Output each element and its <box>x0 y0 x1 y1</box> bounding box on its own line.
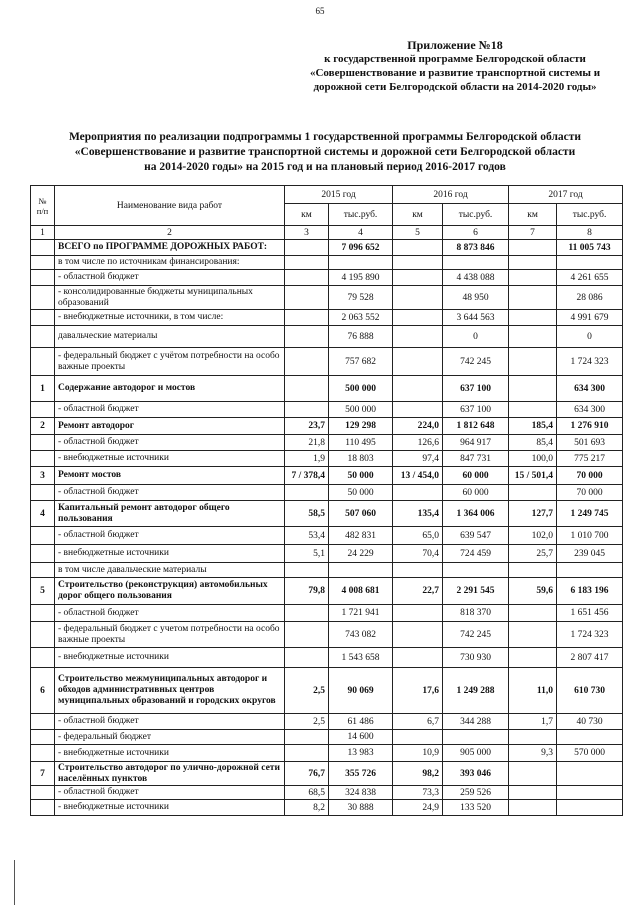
row-num: 5 <box>31 578 55 605</box>
table-row <box>31 310 623 326</box>
table-row <box>31 286 623 310</box>
km-2015 <box>285 310 329 326</box>
appendix-line-3: «Совершенствование и развитие транспортной системы и <box>309 67 601 79</box>
rub-2016 <box>443 256 509 270</box>
km-2016 <box>393 648 443 668</box>
rub-2016: 818 370 <box>443 605 509 622</box>
scan-edge-line <box>14 860 15 905</box>
rub-2016: 60 000 <box>443 467 509 485</box>
km-2015: 2,5 <box>285 714 329 730</box>
rub-2016: 742 245 <box>443 622 509 648</box>
header-num: № п/п <box>31 186 55 226</box>
km-2016: 98,2 <box>393 762 443 786</box>
km-2016: 24,9 <box>393 800 443 816</box>
rub-2015: 7 096 652 <box>329 240 393 256</box>
rub-2016: 964 917 <box>443 435 509 451</box>
row-name: Строительство (реконструкция) автомобильных дорог общего пользования <box>55 578 285 605</box>
table-row <box>31 348 623 376</box>
table-row <box>31 435 623 451</box>
rub-2015: 4 008 681 <box>329 578 393 605</box>
header-rub-2016: тыс.руб. <box>443 204 509 226</box>
rub-2017: 1 010 700 <box>557 527 623 545</box>
header-2017: 2017 год <box>509 186 623 204</box>
rub-2017 <box>557 563 623 578</box>
km-2015 <box>285 730 329 745</box>
km-2015 <box>285 622 329 648</box>
rub-2017: 634 300 <box>557 402 623 418</box>
rub-2015: 61 486 <box>329 714 393 730</box>
row-name: - внебюджетные источники <box>55 545 285 563</box>
table-row <box>31 745 623 762</box>
rub-2016: 0 <box>443 326 509 348</box>
km-2015 <box>285 376 329 402</box>
row-name: Содержание автодорог и мостов <box>55 376 285 402</box>
km-2015: 5,1 <box>285 545 329 563</box>
km-2015: 7 / 378,4 <box>285 467 329 485</box>
km-2016 <box>393 485 443 501</box>
row-num <box>31 310 55 326</box>
rub-2015: 76 888 <box>329 326 393 348</box>
row-name: - областной бюджет <box>55 402 285 418</box>
km-2016 <box>393 402 443 418</box>
rub-2015: 90 069 <box>329 668 393 714</box>
km-2015 <box>285 326 329 348</box>
row-num <box>31 435 55 451</box>
col-number-4: 4 <box>329 226 393 240</box>
rub-2017: 634 300 <box>557 376 623 402</box>
km-2017: 25,7 <box>509 545 557 563</box>
table-row <box>31 800 623 816</box>
km-2017 <box>509 648 557 668</box>
row-num <box>31 527 55 545</box>
rub-2015: 482 831 <box>329 527 393 545</box>
row-num <box>31 605 55 622</box>
rub-2016: 637 100 <box>443 376 509 402</box>
km-2017 <box>509 563 557 578</box>
km-2017: 102,0 <box>509 527 557 545</box>
rub-2016: 637 100 <box>443 402 509 418</box>
rub-2017: 1 724 323 <box>557 348 623 376</box>
row-num <box>31 563 55 578</box>
rub-2016: 259 526 <box>443 786 509 800</box>
row-num: 3 <box>31 467 55 485</box>
row-name: Ремонт мостов <box>55 467 285 485</box>
row-name: - областной бюджет <box>55 714 285 730</box>
km-2016: 135,4 <box>393 501 443 527</box>
row-num: 1 <box>31 376 55 402</box>
rub-2016: 905 000 <box>443 745 509 762</box>
rub-2016: 742 245 <box>443 348 509 376</box>
rub-2017: 70 000 <box>557 485 623 501</box>
km-2015 <box>285 745 329 762</box>
row-num <box>31 786 55 800</box>
rub-2017: 1 249 745 <box>557 501 623 527</box>
row-num <box>31 730 55 745</box>
title-line-3: на 2014-2020 годы» на 2015 год и на плановый период 2016-2017 годов <box>144 161 506 173</box>
table-row <box>31 622 623 648</box>
rub-2015: 50 000 <box>329 485 393 501</box>
km-2016: 126,6 <box>393 435 443 451</box>
km-2015 <box>285 240 329 256</box>
col-number-5: 5 <box>393 226 443 240</box>
km-2016: 224,0 <box>393 418 443 435</box>
table-row <box>31 326 623 348</box>
km-2017 <box>509 348 557 376</box>
table-row <box>31 467 623 485</box>
row-num <box>31 800 55 816</box>
rub-2016: 393 046 <box>443 762 509 786</box>
km-2017 <box>509 286 557 310</box>
km-2015 <box>285 605 329 622</box>
rub-2015: 50 000 <box>329 467 393 485</box>
km-2016: 97,4 <box>393 451 443 467</box>
row-num <box>31 402 55 418</box>
rub-2015: 757 682 <box>329 348 393 376</box>
km-2015: 58,5 <box>285 501 329 527</box>
rub-2015: 30 888 <box>329 800 393 816</box>
rub-2017: 501 693 <box>557 435 623 451</box>
km-2015 <box>285 256 329 270</box>
row-num <box>31 622 55 648</box>
rub-2017: 4 261 655 <box>557 270 623 286</box>
row-name: - федеральный бюджет <box>55 730 285 745</box>
col-number-8: 8 <box>557 226 623 240</box>
page-number: 65 <box>315 6 325 16</box>
header-rub-2015: тыс.руб. <box>329 204 393 226</box>
rub-2015: 500 000 <box>329 402 393 418</box>
row-num <box>31 270 55 286</box>
row-name: - федеральный бюджет с учётом потребности на особо важные проекты <box>55 348 285 376</box>
col-number-2: 2 <box>55 226 285 240</box>
rub-2016: 4 438 088 <box>443 270 509 286</box>
rub-2015: 14 600 <box>329 730 393 745</box>
km-2017: 9,3 <box>509 745 557 762</box>
rub-2017: 610 730 <box>557 668 623 714</box>
row-name: - областной бюджет <box>55 270 285 286</box>
km-2015: 76,7 <box>285 762 329 786</box>
rub-2017: 1 651 456 <box>557 605 623 622</box>
rub-2016: 847 731 <box>443 451 509 467</box>
km-2017 <box>509 402 557 418</box>
table-row <box>31 730 623 745</box>
table-row <box>31 501 623 527</box>
table-row <box>31 485 623 501</box>
row-num: 4 <box>31 501 55 527</box>
km-2016 <box>393 310 443 326</box>
km-2017 <box>509 240 557 256</box>
km-2016 <box>393 622 443 648</box>
table-row <box>31 762 623 786</box>
row-name: - внебюджетные источники <box>55 451 285 467</box>
table-row <box>31 545 623 563</box>
km-2016 <box>393 348 443 376</box>
km-2017: 100,0 <box>509 451 557 467</box>
rub-2017: 6 183 196 <box>557 578 623 605</box>
km-2017 <box>509 376 557 402</box>
table-row <box>31 402 623 418</box>
rub-2015 <box>329 256 393 270</box>
km-2017: 59,6 <box>509 578 557 605</box>
km-2016: 17,6 <box>393 668 443 714</box>
km-2016 <box>393 605 443 622</box>
table-row <box>31 578 623 605</box>
row-name: ВСЕГО по ПРОГРАММЕ ДОРОЖНЫХ РАБОТ: <box>55 240 285 256</box>
row-name: в том числе по источникам финансирования: <box>55 256 285 270</box>
km-2015: 21,8 <box>285 435 329 451</box>
row-name: - внебюджетные источники, в том числе: <box>55 310 285 326</box>
km-2017: 85,4 <box>509 435 557 451</box>
works-table <box>30 185 623 816</box>
km-2015 <box>285 563 329 578</box>
km-2016: 6,7 <box>393 714 443 730</box>
rub-2016: 48 950 <box>443 286 509 310</box>
row-num <box>31 348 55 376</box>
rub-2017: 28 086 <box>557 286 623 310</box>
table-row <box>31 648 623 668</box>
km-2016 <box>393 730 443 745</box>
rub-2015: 24 229 <box>329 545 393 563</box>
km-2015: 8,2 <box>285 800 329 816</box>
rub-2017: 1 724 323 <box>557 622 623 648</box>
rub-2016: 1 364 006 <box>443 501 509 527</box>
row-num <box>31 648 55 668</box>
rub-2017: 2 807 417 <box>557 648 623 668</box>
row-name: - внебюджетные источники <box>55 745 285 762</box>
km-2017: 15 / 501,4 <box>509 467 557 485</box>
row-num <box>31 745 55 762</box>
rub-2015: 79 528 <box>329 286 393 310</box>
rub-2015: 18 803 <box>329 451 393 467</box>
km-2016: 73,3 <box>393 786 443 800</box>
km-2016 <box>393 326 443 348</box>
km-2016 <box>393 286 443 310</box>
header-rub-2017: тыс.руб. <box>557 204 623 226</box>
rub-2017 <box>557 730 623 745</box>
col-number-3: 3 <box>285 226 329 240</box>
rub-2017: 70 000 <box>557 467 623 485</box>
rub-2015: 110 495 <box>329 435 393 451</box>
rub-2016: 3 644 563 <box>443 310 509 326</box>
table-row <box>31 563 623 578</box>
row-name: - областной бюджет <box>55 786 285 800</box>
km-2017 <box>509 800 557 816</box>
km-2017 <box>509 622 557 648</box>
km-2015 <box>285 485 329 501</box>
title-line-1: Мероприятия по реализации подпрограммы 1 государственной программы Белгородской области <box>68 131 582 143</box>
rub-2015: 1 543 658 <box>329 648 393 668</box>
col-number-1: 1 <box>31 226 55 240</box>
row-name: давальческие материалы <box>55 326 285 348</box>
row-name: Ремонт автодорог <box>55 418 285 435</box>
km-2017 <box>509 270 557 286</box>
km-2015 <box>285 270 329 286</box>
appendix-header <box>290 38 620 94</box>
km-2017 <box>509 786 557 800</box>
table-body <box>31 240 623 816</box>
row-name: - областной бюджет <box>55 527 285 545</box>
table-row <box>31 418 623 435</box>
row-num <box>31 240 55 256</box>
appendix-line-1: Приложение №18 <box>407 38 503 52</box>
km-2015 <box>285 648 329 668</box>
rub-2017 <box>557 786 623 800</box>
table-row <box>31 527 623 545</box>
rub-2017: 11 005 743 <box>557 240 623 256</box>
km-2016 <box>393 256 443 270</box>
rub-2017: 775 217 <box>557 451 623 467</box>
km-2016: 22,7 <box>393 578 443 605</box>
rub-2016: 344 288 <box>443 714 509 730</box>
table-row <box>31 451 623 467</box>
col-number-6: 6 <box>443 226 509 240</box>
km-2015: 79,8 <box>285 578 329 605</box>
km-2015: 68,5 <box>285 786 329 800</box>
km-2017 <box>509 762 557 786</box>
row-name: - консолидированные бюджеты муниципальных образований <box>55 286 285 310</box>
rub-2015: 355 726 <box>329 762 393 786</box>
row-num <box>31 256 55 270</box>
header-km-2016: км <box>393 204 443 226</box>
header-km-2017: км <box>509 204 557 226</box>
col-number-7: 7 <box>509 226 557 240</box>
row-num <box>31 714 55 730</box>
rub-2017 <box>557 800 623 816</box>
rub-2016: 730 930 <box>443 648 509 668</box>
rub-2015 <box>329 563 393 578</box>
km-2015: 53,4 <box>285 527 329 545</box>
rub-2017: 4 991 679 <box>557 310 623 326</box>
km-2017: 11,0 <box>509 668 557 714</box>
km-2016 <box>393 563 443 578</box>
km-2017 <box>509 605 557 622</box>
km-2015: 2,5 <box>285 668 329 714</box>
row-num <box>31 485 55 501</box>
km-2016 <box>393 270 443 286</box>
rub-2016: 8 873 846 <box>443 240 509 256</box>
km-2016: 10,9 <box>393 745 443 762</box>
rub-2017: 239 045 <box>557 545 623 563</box>
rub-2015: 13 983 <box>329 745 393 762</box>
km-2017: 127,7 <box>509 501 557 527</box>
appendix-line-4: дорожной сети Белгородской области на 2014-2020 годы» <box>313 81 597 93</box>
km-2016: 70,4 <box>393 545 443 563</box>
rub-2017 <box>557 256 623 270</box>
row-name: - федеральный бюджет с учетом потребности на особо важные проекты <box>55 622 285 648</box>
document-title <box>40 130 610 175</box>
rub-2015: 500 000 <box>329 376 393 402</box>
km-2017: 185,4 <box>509 418 557 435</box>
row-num <box>31 545 55 563</box>
row-num: 6 <box>31 668 55 714</box>
km-2017 <box>509 326 557 348</box>
table-row <box>31 668 623 714</box>
rub-2017: 0 <box>557 326 623 348</box>
km-2015 <box>285 348 329 376</box>
rub-2016: 1 249 288 <box>443 668 509 714</box>
rub-2016: 1 812 648 <box>443 418 509 435</box>
rub-2015: 4 195 890 <box>329 270 393 286</box>
row-num <box>31 326 55 348</box>
km-2016 <box>393 240 443 256</box>
km-2016: 65,0 <box>393 527 443 545</box>
row-name: в том числе давальческие материалы <box>55 563 285 578</box>
rub-2016: 639 547 <box>443 527 509 545</box>
rub-2017: 1 276 910 <box>557 418 623 435</box>
header-km-2015: км <box>285 204 329 226</box>
rub-2015: 743 082 <box>329 622 393 648</box>
table-row <box>31 714 623 730</box>
table-row <box>31 605 623 622</box>
rub-2016: 133 520 <box>443 800 509 816</box>
row-num <box>31 451 55 467</box>
header-2016: 2016 год <box>393 186 509 204</box>
rub-2017 <box>557 762 623 786</box>
km-2017 <box>509 310 557 326</box>
km-2017 <box>509 256 557 270</box>
km-2016 <box>393 376 443 402</box>
rub-2017: 40 730 <box>557 714 623 730</box>
row-name: - областной бюджет <box>55 485 285 501</box>
km-2015: 23,7 <box>285 418 329 435</box>
row-name: Капитальный ремонт автодорог общего пользования <box>55 501 285 527</box>
row-num <box>31 286 55 310</box>
km-2017: 1,7 <box>509 714 557 730</box>
table-row <box>31 786 623 800</box>
km-2015: 1,9 <box>285 451 329 467</box>
row-num: 7 <box>31 762 55 786</box>
km-2016: 13 / 454,0 <box>393 467 443 485</box>
km-2017 <box>509 485 557 501</box>
row-name: - внебюджетные источники <box>55 800 285 816</box>
title-line-2: «Совершенствование и развитие транспортной системы и дорожной сети Белгородской области <box>74 146 576 158</box>
rub-2015: 129 298 <box>329 418 393 435</box>
km-2017 <box>509 730 557 745</box>
rub-2016: 60 000 <box>443 485 509 501</box>
header-2015: 2015 год <box>285 186 393 204</box>
rub-2016 <box>443 563 509 578</box>
row-name: - внебюджетные источники <box>55 648 285 668</box>
rub-2016: 724 459 <box>443 545 509 563</box>
rub-2016 <box>443 730 509 745</box>
rub-2017: 570 000 <box>557 745 623 762</box>
rub-2015: 2 063 552 <box>329 310 393 326</box>
header-name: Наименование вида работ <box>55 186 285 226</box>
table-row <box>31 270 623 286</box>
row-name: Строительство автодорог по улично-дорожной сети населённых пунктов <box>55 762 285 786</box>
rub-2015: 507 060 <box>329 501 393 527</box>
row-name: - областной бюджет <box>55 605 285 622</box>
km-2015 <box>285 286 329 310</box>
row-num: 2 <box>31 418 55 435</box>
row-name: Строительство межмуниципальных автодорог и обходов административных центров муниципальных образований и городских округов <box>55 668 285 714</box>
table-row <box>31 376 623 402</box>
rub-2015: 1 721 941 <box>329 605 393 622</box>
table-row <box>31 240 623 256</box>
appendix-line-2: к государственной программе Белгородской области <box>324 53 586 65</box>
rub-2016: 2 291 545 <box>443 578 509 605</box>
km-2015 <box>285 402 329 418</box>
row-name: - областной бюджет <box>55 435 285 451</box>
table-row <box>31 256 623 270</box>
rub-2015: 324 838 <box>329 786 393 800</box>
